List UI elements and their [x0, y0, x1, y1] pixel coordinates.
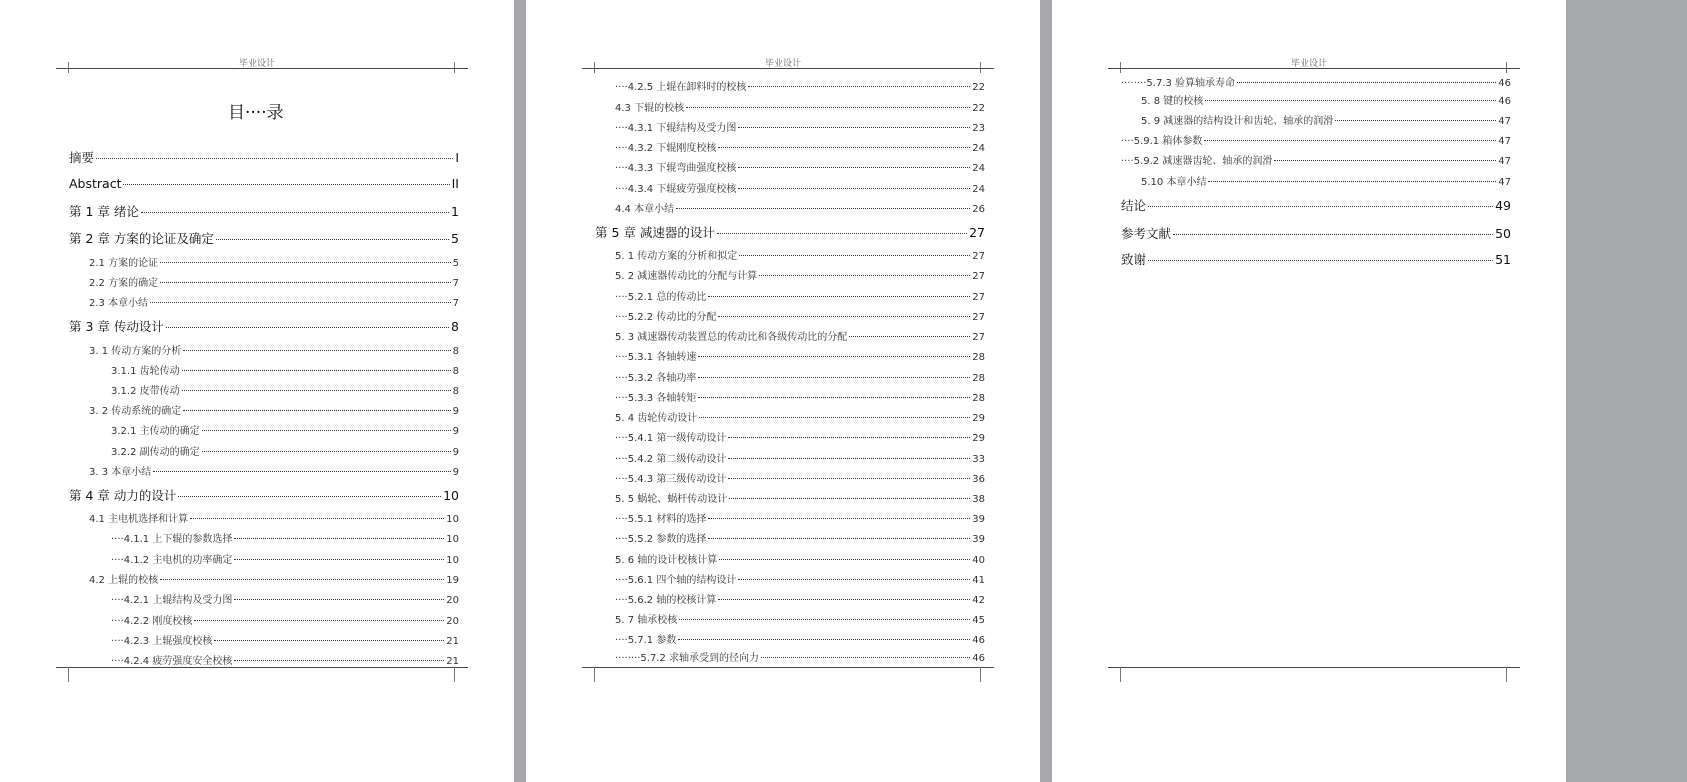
- dot-leader: [759, 275, 970, 276]
- page-header: 毕业设计: [764, 59, 801, 69]
- toc-entry[interactable]: [595, 223, 985, 241]
- dot-leader: [708, 518, 970, 519]
- dot-leader: [708, 538, 970, 539]
- toc-entry-page: 27: [972, 332, 985, 343]
- toc-entry[interactable]: [615, 571, 985, 586]
- toc-entry-title: 3.2.2 副传动的确定: [111, 447, 200, 458]
- toc-entry[interactable]: [615, 328, 985, 343]
- toc-entry-page: 27: [972, 271, 985, 282]
- toc-entry[interactable]: [1141, 92, 1511, 107]
- toc-entry[interactable]: [89, 402, 459, 417]
- toc-entry-page: 33: [972, 454, 985, 465]
- dot-leader: [738, 579, 970, 580]
- toc-entry[interactable]: [69, 148, 459, 166]
- dot-leader: [719, 559, 970, 560]
- dot-leader: [748, 86, 970, 87]
- toc-entry-title: 第 2 章 方案的论证及确定: [69, 231, 214, 246]
- toc-entry-page: 8: [452, 366, 459, 377]
- toc-entry-page: 27: [972, 292, 985, 303]
- toc-entry[interactable]: [89, 510, 459, 525]
- toc-entry-title: ····5.9.1 箱体参数: [1121, 136, 1203, 147]
- dot-leader: [698, 397, 970, 398]
- dot-leader: [728, 478, 970, 479]
- dot-leader: [190, 518, 444, 519]
- toc-entry-page: 24: [972, 143, 985, 154]
- toc-entry-title: 结论: [1121, 198, 1147, 213]
- toc-entry[interactable]: [111, 652, 459, 667]
- toc-entry[interactable]: [1141, 112, 1511, 127]
- toc-entry[interactable]: [111, 551, 459, 566]
- dot-leader: [738, 167, 970, 168]
- toc-entry[interactable]: [69, 317, 459, 335]
- toc-entry-page: 27: [969, 225, 985, 240]
- dot-leader: [1274, 160, 1496, 161]
- toc-entry-title: 4.2 上辊的校核: [89, 575, 159, 586]
- dot-leader: [123, 184, 449, 185]
- dot-leader: [202, 451, 451, 452]
- dot-leader: [160, 282, 451, 283]
- dot-leader: [1237, 82, 1496, 83]
- page-1: [0, 0, 514, 782]
- header-rule: [1108, 68, 1520, 69]
- toc-entry-title: 2.3 本章小结: [89, 298, 149, 309]
- toc-entry-title: 3.1.2 皮带传动: [111, 386, 180, 397]
- toc-entry-title: ····4.3.4 下辊疲劳强度校核: [615, 184, 737, 195]
- toc-entry[interactable]: [615, 409, 985, 424]
- toc-entry-title: ········5.7.2 求轴承受到的径向力: [615, 653, 760, 664]
- dot-leader: [1205, 100, 1496, 101]
- toc-entry[interactable]: [615, 510, 985, 525]
- toc-entry-page: 22: [972, 82, 985, 93]
- dot-leader: [1148, 260, 1493, 261]
- toc-entry-page: 49: [1495, 198, 1511, 213]
- dot-leader: [216, 239, 449, 240]
- toc-entry-page: 46: [972, 635, 985, 646]
- toc-entry-title: 第 5 章 减速器的设计: [595, 225, 715, 240]
- toc-entry-page: 45: [972, 615, 985, 626]
- toc-entry[interactable]: [111, 632, 459, 647]
- toc-entry[interactable]: [615, 450, 985, 465]
- toc-entry[interactable]: [615, 429, 985, 444]
- toc-entry-page: 40: [972, 555, 985, 566]
- dot-leader: [738, 188, 970, 189]
- toc-entry[interactable]: [1121, 74, 1511, 89]
- toc-entry-title: ····5.7.1 参数: [615, 635, 677, 646]
- toc-entry[interactable]: [111, 530, 459, 545]
- toc-entry-page: 39: [972, 514, 985, 525]
- dot-leader: [160, 262, 451, 263]
- dot-leader: [1148, 206, 1493, 207]
- toc-entry-page: 10: [443, 488, 459, 503]
- toc-entry-title: ····5.4.1 第一级传动设计: [615, 433, 727, 444]
- toc-entry-page: 46: [1498, 96, 1511, 107]
- toc-entry-title: ········5.7.3 验算轴承寿命: [1121, 78, 1236, 89]
- toc-entry[interactable]: [69, 202, 459, 220]
- dot-leader: [141, 212, 449, 213]
- toc-entry[interactable]: [615, 247, 985, 262]
- toc-entry[interactable]: [615, 308, 985, 323]
- page-header: 毕业设计: [1290, 59, 1327, 69]
- toc-entry[interactable]: [615, 200, 985, 215]
- toc-entry[interactable]: [89, 463, 459, 478]
- dot-leader: [717, 233, 967, 234]
- toc-entry-title: 摘要: [69, 150, 95, 165]
- toc-entry-title: ····4.3.3 下辊弯曲强度校核: [615, 163, 737, 174]
- toc-entry[interactable]: [615, 119, 985, 134]
- toc-entry[interactable]: [615, 267, 985, 282]
- toc-entry-title: 5. 1 传动方案的分析和拟定: [615, 251, 738, 262]
- toc-entry[interactable]: [1121, 132, 1511, 147]
- dot-leader: [729, 498, 970, 499]
- dot-leader: [183, 410, 450, 411]
- dot-leader: [1208, 181, 1496, 182]
- toc-entry-page: I: [455, 150, 459, 165]
- toc-entry-page: 27: [972, 312, 985, 323]
- dot-leader: [234, 559, 444, 560]
- toc-entry[interactable]: [1121, 152, 1511, 167]
- toc-entry-title: 第 1 章 绪论: [69, 204, 139, 219]
- toc-entry-title: 3.2.1 主传动的确定: [111, 426, 200, 437]
- dot-leader: [1173, 234, 1493, 235]
- toc-entry-page: 29: [972, 413, 985, 424]
- toc-entry-page: 50: [1495, 226, 1511, 241]
- toc-entry[interactable]: [69, 176, 459, 191]
- toc-entry[interactable]: [615, 99, 985, 114]
- dot-leader: [849, 336, 970, 337]
- toc-entry-title: 5. 4 齿轮传动设计: [615, 413, 698, 424]
- toc-entry-title: ····5.6.1 四个轴的结构设计: [615, 575, 737, 586]
- toc-entry-page: 46: [1498, 78, 1511, 89]
- toc-entry-title: ····4.2.5 上辊在卸料时的校核: [615, 82, 747, 93]
- toc-entry[interactable]: [615, 389, 985, 404]
- toc-entry-page: 27: [972, 251, 985, 262]
- toc-entry-title: 3. 1 传动方案的分析: [89, 346, 182, 357]
- toc-entry-page: 20: [446, 616, 459, 627]
- toc-entry[interactable]: [111, 422, 459, 437]
- dot-leader: [182, 370, 451, 371]
- dot-leader: [150, 302, 451, 303]
- toc-entry[interactable]: [615, 348, 985, 363]
- toc-entry[interactable]: [615, 551, 985, 566]
- toc-entry[interactable]: [69, 229, 459, 247]
- corner-mark: [594, 667, 595, 682]
- toc-entry[interactable]: [69, 486, 459, 504]
- toc-entry-page: 8: [451, 319, 459, 334]
- dot-leader: [718, 599, 970, 600]
- toc-entry-title: 第 3 章 传动设计: [69, 319, 164, 334]
- toc-entry-page: 5: [451, 231, 459, 246]
- toc-entry[interactable]: [615, 611, 985, 626]
- toc-entry[interactable]: [89, 342, 459, 357]
- toc-entry-title: ····4.1.2 主电机的功率确定: [111, 555, 233, 566]
- dot-leader: [234, 538, 444, 539]
- dot-leader: [699, 417, 970, 418]
- toc-entry[interactable]: [1141, 173, 1511, 188]
- toc-entry[interactable]: [615, 470, 985, 485]
- dot-leader: [182, 390, 451, 391]
- toc-entry-title: 5.10 本章小结: [1141, 177, 1207, 188]
- toc-entry-title: ····5.3.3 各轴转矩: [615, 393, 697, 404]
- toc-entry[interactable]: [1121, 250, 1511, 268]
- toc-entry-title: ····4.2.1 上辊结构及受力图: [111, 595, 233, 606]
- dot-leader: [234, 660, 444, 661]
- toc-entry-page: 8: [452, 386, 459, 397]
- toc-entry-page: 1: [451, 204, 459, 219]
- toc-entry[interactable]: [111, 443, 459, 458]
- toc-entry[interactable]: [615, 369, 985, 384]
- dot-leader: [718, 316, 970, 317]
- toc-entry-page: 28: [972, 352, 985, 363]
- toc-entry-title: 4.4 本章小结: [615, 204, 675, 215]
- dot-leader: [738, 127, 970, 128]
- page-2: [526, 0, 1040, 782]
- dot-leader: [728, 437, 970, 438]
- dot-leader: [1204, 140, 1496, 141]
- dot-leader: [718, 147, 970, 148]
- toc-entry[interactable]: [615, 180, 985, 195]
- toc-entry-page: 20: [446, 595, 459, 606]
- toc-entry-title: 5. 9 减速器的结构设计和齿轮、轴承的润滑: [1141, 116, 1334, 127]
- toc-entry-page: 9: [452, 467, 459, 478]
- toc-entry[interactable]: [615, 159, 985, 174]
- toc-entry-title: 5. 8 键的校核: [1141, 96, 1204, 107]
- toc-entry-title: ····4.2.2 刚度校核: [111, 616, 193, 627]
- toc-entry-page: 47: [1498, 156, 1511, 167]
- toc-entry[interactable]: [615, 591, 985, 606]
- toc-entry-page: 9: [452, 406, 459, 417]
- toc-entry-title: ····4.2.3 上辊强度校核: [111, 636, 213, 647]
- toc-entry[interactable]: [1121, 224, 1511, 242]
- toc-entry[interactable]: [89, 571, 459, 586]
- toc-entry-title: 2.1 方案的论证: [89, 258, 159, 269]
- toc-entry-page: 10: [446, 555, 459, 566]
- toc-entry-page: 29: [972, 433, 985, 444]
- toc-entry-page: 9: [452, 426, 459, 437]
- toc-entry-title: 3. 3 本章小结: [89, 467, 152, 478]
- corner-mark: [68, 667, 69, 682]
- toc-entry[interactable]: [615, 139, 985, 154]
- toc-entry-page: 23: [972, 123, 985, 134]
- page-3: [1052, 0, 1566, 782]
- toc-entry-title: Abstract: [69, 176, 122, 191]
- corner-mark: [1506, 667, 1507, 682]
- toc-entry-page: 7: [452, 298, 459, 309]
- toc-entry-title: ····5.3.1 各轴转速: [615, 352, 697, 363]
- dot-leader: [153, 471, 450, 472]
- toc-entry-page: 36: [972, 474, 985, 485]
- toc-entry-title: ····5.2.2 传动比的分配: [615, 312, 717, 323]
- dot-leader: [739, 255, 970, 256]
- toc-entry[interactable]: [89, 274, 459, 289]
- toc-entry[interactable]: [615, 490, 985, 505]
- dot-leader: [160, 579, 444, 580]
- toc-title: 目····录: [228, 103, 284, 123]
- toc-entry-page: 24: [972, 184, 985, 195]
- dot-leader: [194, 620, 444, 621]
- toc-entry-page: 7: [452, 278, 459, 289]
- toc-entry-page: 41: [972, 575, 985, 586]
- toc-entry-page: 51: [1495, 252, 1511, 267]
- toc-entry-page: 10: [446, 534, 459, 545]
- toc-entry-page: 47: [1498, 136, 1511, 147]
- dot-leader: [178, 496, 441, 497]
- dot-leader: [96, 158, 453, 159]
- toc-entry[interactable]: [111, 612, 459, 627]
- toc-entry[interactable]: [89, 294, 459, 309]
- toc-entry-title: ····5.3.2 各轴功率: [615, 373, 697, 384]
- toc-entry-page: 47: [1498, 116, 1511, 127]
- toc-entry-title: 参考文献: [1121, 226, 1172, 241]
- toc-entry-page: 26: [972, 204, 985, 215]
- toc-entry[interactable]: [615, 78, 985, 93]
- corner-mark: [454, 667, 455, 682]
- toc-entry[interactable]: [89, 254, 459, 269]
- toc-entry-title: ····4.3.1 下辊结构及受力图: [615, 123, 737, 134]
- toc-entry-title: 5. 2 减速器传动比的分配与计算: [615, 271, 758, 282]
- dot-leader: [728, 458, 970, 459]
- dot-leader: [698, 356, 970, 357]
- toc-entry[interactable]: [615, 631, 985, 646]
- footer-rule: [1108, 667, 1520, 668]
- toc-entry-title: 3.1.1 齿轮传动: [111, 366, 180, 377]
- toc-entry-page: 47: [1498, 177, 1511, 188]
- toc-entry-page: 21: [446, 656, 459, 667]
- toc-entry[interactable]: [111, 591, 459, 606]
- toc-entry-title: ····5.5.2 参数的选择: [615, 534, 707, 545]
- corner-mark: [980, 667, 981, 682]
- toc-entry-title: 5. 3 减速器传动装置总的传动比和各级传动比的分配: [615, 332, 848, 343]
- dot-leader: [686, 107, 970, 108]
- dot-leader: [676, 208, 970, 209]
- dot-leader: [214, 640, 444, 641]
- header-rule: [56, 68, 468, 69]
- toc-entry-title: 3. 2 传动系统的确定: [89, 406, 182, 417]
- toc-entry[interactable]: [1121, 196, 1511, 214]
- toc-entry-title: ····4.2.4 疲劳强度安全校核: [111, 656, 233, 667]
- toc-entry-page: 39: [972, 534, 985, 545]
- toc-entry-page: II: [451, 176, 459, 191]
- toc-entry-title: ····4.1.1 上下辊的参数选择: [111, 534, 233, 545]
- toc-entry-page: 5: [452, 258, 459, 269]
- toc-entry-title: ····5.5.1 材料的选择: [615, 514, 707, 525]
- dot-leader: [234, 599, 444, 600]
- dot-leader: [183, 350, 450, 351]
- dot-leader: [166, 327, 449, 328]
- toc-entry[interactable]: [615, 530, 985, 545]
- toc-entry-title: 4.3 下辊的校核: [615, 103, 685, 114]
- toc-entry-title: 5. 6 轴的设计校核计算: [615, 555, 718, 566]
- header-rule: [582, 68, 994, 69]
- toc-entry[interactable]: [615, 649, 985, 664]
- toc-entry-page: 24: [972, 163, 985, 174]
- toc-entry-page: 8: [452, 346, 459, 357]
- toc-entry-page: 28: [972, 393, 985, 404]
- footer-rule: [582, 667, 994, 668]
- corner-mark: [1120, 667, 1121, 682]
- toc-entry-page: 10: [446, 514, 459, 525]
- dot-leader: [679, 619, 970, 620]
- toc-entry-title: ····5.9.2 减速器齿轮、轴承的润滑: [1121, 156, 1273, 167]
- toc-entry[interactable]: [615, 288, 985, 303]
- footer-rule: [56, 667, 468, 668]
- dot-leader: [1335, 120, 1496, 121]
- dot-leader: [761, 657, 970, 658]
- toc-entry-page: 21: [446, 636, 459, 647]
- toc-entry-title: 4.1 主电机选择和计算: [89, 514, 189, 525]
- toc-entry-page: 9: [452, 447, 459, 458]
- toc-entry-title: 2.2 方案的确定: [89, 278, 159, 289]
- toc-entry-title: ····5.6.2 轴的校核计算: [615, 595, 717, 606]
- toc-entry-title: ····5.4.3 第三级传动设计: [615, 474, 727, 485]
- dot-leader: [698, 377, 970, 378]
- toc-entry-page: 46: [972, 653, 985, 664]
- toc-entry[interactable]: [111, 362, 459, 377]
- toc-entry-title: 第 4 章 动力的设计: [69, 488, 177, 503]
- toc-entry-page: 28: [972, 373, 985, 384]
- toc-entry-title: ····4.3.2 下辊刚度校核: [615, 143, 717, 154]
- dot-leader: [202, 430, 451, 431]
- toc-entry-title: ····5.4.2 第二级传动设计: [615, 454, 727, 465]
- toc-entry-title: ····5.2.1 总的传动比: [615, 292, 707, 303]
- toc-entry-title: 致谢: [1121, 252, 1147, 267]
- toc-entry-page: 22: [972, 103, 985, 114]
- toc-entry-title: 5. 5 蜗轮、蜗杆传动设计: [615, 494, 728, 505]
- toc-entry-page: 19: [446, 575, 459, 586]
- toc-entry-page: 42: [972, 595, 985, 606]
- dot-leader: [678, 639, 970, 640]
- dot-leader: [708, 296, 970, 297]
- toc-entry[interactable]: [111, 382, 459, 397]
- page-header: 毕业设计: [238, 59, 275, 69]
- toc-entry-title: 5. 7 轴承校核: [615, 615, 678, 626]
- toc-entry-page: 38: [972, 494, 985, 505]
